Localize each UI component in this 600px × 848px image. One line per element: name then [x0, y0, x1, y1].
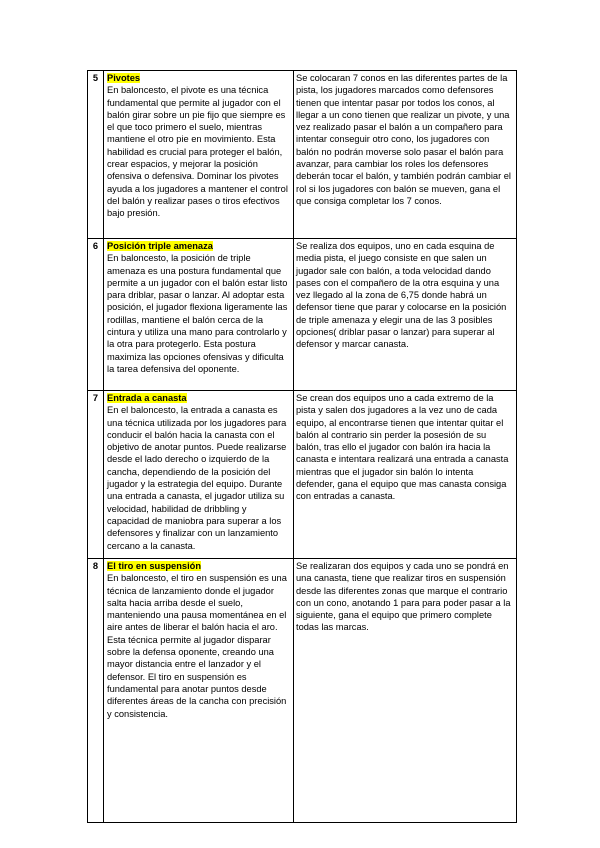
table-row	[88, 391, 517, 559]
technique-description: En el baloncesto, la entrada a canasta es una técnica utilizada por los jugadores para conducir el balón hacia la canasta con el objetivo de anotar puntos. Puede realizarse desde el lado derecho o izquierdo de la cancha, dependiendo de la posición del jugador y la estrategia del equipo. Durante una entrada a canasta, el jugador utiliza su velocidad, habilidad de dribbling y capacidad de maniobra para superar a los defensores y finalizar con un lanzamiento cercano a la canasta.	[107, 405, 287, 551]
technique-title: Pivotes	[107, 73, 141, 83]
table-row	[88, 71, 517, 239]
technique-description: En baloncesto, el pivote es una técnica fundamental que permite al jugador con el balón girar sobre un pie fijo que siempre es el que toco primero el suelo, mientras mantiene el otro pie en movimiento. Esta habilidad es crucial para proteger el balón, crear espacios, y mejorar la posición ofensiva o defensiva. Dominar los pivotes ayuda a los jugadores a mantener el control del balón y realizar pases o tiros efectivos bajo presión.	[107, 85, 288, 219]
technique-title: Entrada a canasta	[107, 393, 187, 403]
activity-cell: Se colocaran 7 conos en las diferentes partes de la pista, los jugadores marcados como defensores tienen que intentar pasar por todos los conos, al llegar a un cono tienen que realizar un pivote, y una vez realizado pasar el balón a un compañero para intentar conseguir otro cono, los jugadores con balón no podrán moverse solo pasar el balón para avanzar, para cambiar los roles los defensores deberán tocar el balón, y también podrán cambiar el rol si los jugadores con balón se mueven, gana el que consiga completar los 7 conos.	[294, 71, 517, 239]
technique-cell	[104, 391, 294, 559]
table-row	[88, 239, 517, 391]
technique-description: En baloncesto, el tiro en suspensión es una técnica de lanzamiento donde el jugador salta hacia arriba desde el suelo, manteniendo una pausa momentánea en el aire antes de liberar el balón hacia el aro. Esta técnica permite al jugador disparar sobre la defensa oponente, creando una mayor distancia entre el lanzador y el defensor. El tiro en suspensión es fundamental para anotar puntos desde diferentes áreas de la cancha con precisión y consistencia.	[107, 573, 287, 719]
row-number: 6	[88, 239, 104, 391]
technique-cell	[104, 559, 294, 823]
row-number: 5	[88, 71, 104, 239]
technique-cell	[104, 71, 294, 239]
exercise-table	[87, 70, 517, 823]
technique-title: El tiro en suspensión	[107, 561, 202, 571]
row-number: 8	[88, 559, 104, 823]
activity-cell: Se crean dos equipos uno a cada extremo de la pista y salen dos jugadores a la vez uno de cada equipo, al encontrarse tienen que intentar quitar el balón al contrario sin perder la posesión de su balón, tras ello el jugador con balón ira hacia la canasta e intentara realizará una entrada a canasta mientras que el jugador sin balón lo intenta defender, gana el equipo que mas canasta consiga con entradas a canasta.	[294, 391, 517, 559]
technique-cell	[104, 239, 294, 391]
table-row	[88, 559, 517, 823]
row-number: 7	[88, 391, 104, 559]
activity-cell: Se realizaran dos equipos y cada uno se pondrá en una canasta, tiene que realizar tiros en suspensión desde las diferentes zonas que marque el contrario con un cono, anotando 1 para para poder pasar a la siguiente, gana el equipo que primero complete todas las marcas.	[294, 559, 517, 823]
activity-cell: Se realiza dos equipos, uno en cada esquina de media pista, el juego consiste en que salen un jugador sale con balón, a toda velocidad dando pases con el compañero de la otra esquina y una vez llegado al la zona de 6,75 donde habrá un defensor tiene que parar y colocarse en la posición de triple amenaza y elegir una de las 3 posibles opciones( driblar pasar o lanzar) para superar al defensor y marcar canasta.	[294, 239, 517, 391]
technique-title: Posición triple amenaza	[107, 241, 213, 251]
technique-description: En baloncesto, la posición de triple amenaza es una postura fundamental que permite a un jugador con el balón estar listo para driblar, pasar o lanzar. Al adoptar esta posición, el jugador flexiona ligeramente las rodillas, mantiene el balón cerca de la cintura y utiliza una mano para controlarlo y la otra para protegerlo. Esta postura maximiza las opciones ofensivas y dificulta la tarea defensiva del oponente.	[107, 253, 288, 374]
